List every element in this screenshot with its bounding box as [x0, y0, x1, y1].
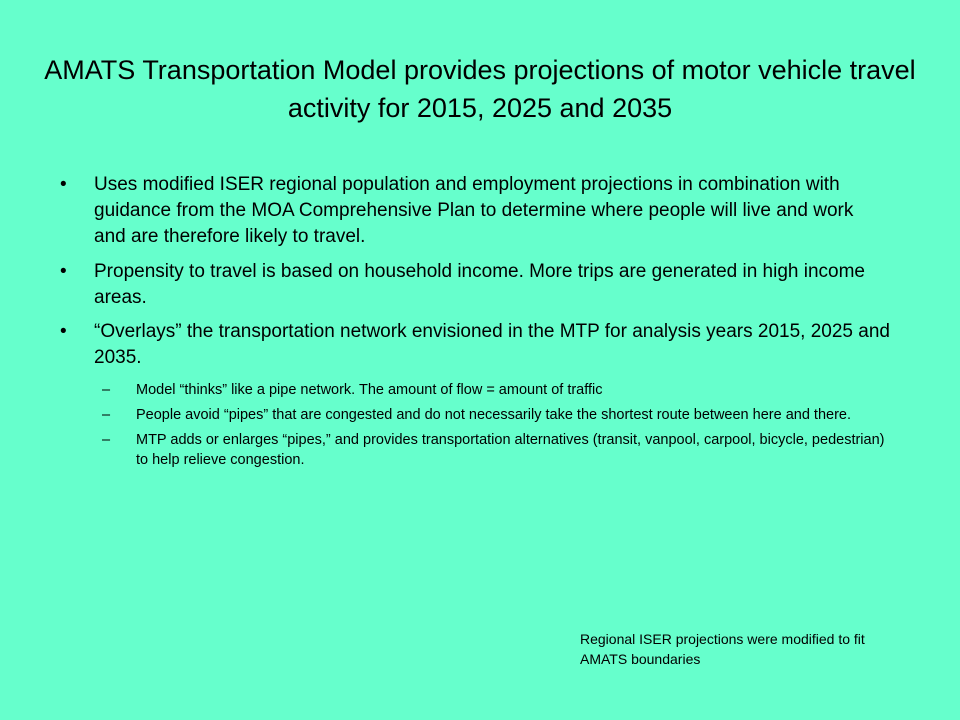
bullet-text: Uses modified ISER regional population and employment projections in combination with guidance from the MOA Comprehensive Plan to determine where people will live and work and are therefore likely to travel. [94, 174, 854, 248]
bullet-text: Propensity to travel is based on household income. More trips are generated in high income areas. [94, 260, 865, 308]
sub-bullet-item [94, 405, 890, 425]
slide-title: AMATS Transportation Model provides projections of motor vehicle travel activity for 2015, 2025 and 2035 [44, 55, 916, 123]
sub-bullet-text: Model “thinks” like a pipe network. The amount of flow = amount of traffic [136, 381, 603, 398]
sub-bullet-list [94, 380, 890, 471]
sub-bullet-text: People avoid “pipes” that are congested and do not necessarily take the shortest route between here and there. [136, 406, 851, 423]
bullet-text: “Overlays” the transportation network envisioned in the MTP for analysis years 2015, 2025 and 2035. [94, 321, 890, 369]
sub-bullet-marker: – [102, 406, 111, 423]
sub-bullet-marker: – [102, 381, 111, 398]
sub-bullet-item [94, 430, 890, 471]
bullet-item [60, 319, 890, 471]
bullet-marker: • [60, 260, 67, 282]
bullet-list [60, 172, 890, 479]
sub-bullet-item [94, 380, 890, 400]
bullet-marker: • [60, 321, 67, 343]
sub-bullet-marker: – [102, 432, 111, 449]
bullet-item [60, 259, 890, 311]
sub-bullet-text: MTP adds or enlarges “pipes,” and provides transportation alternatives (transit, vanpool, carpool, bicycle, pedestrian) to help relieve congestion. [136, 432, 885, 469]
footnote: Regional ISER projections were modified to fit AMATS boundaries [580, 631, 865, 667]
bullet-item [60, 172, 890, 251]
bullet-marker: • [60, 174, 67, 195]
